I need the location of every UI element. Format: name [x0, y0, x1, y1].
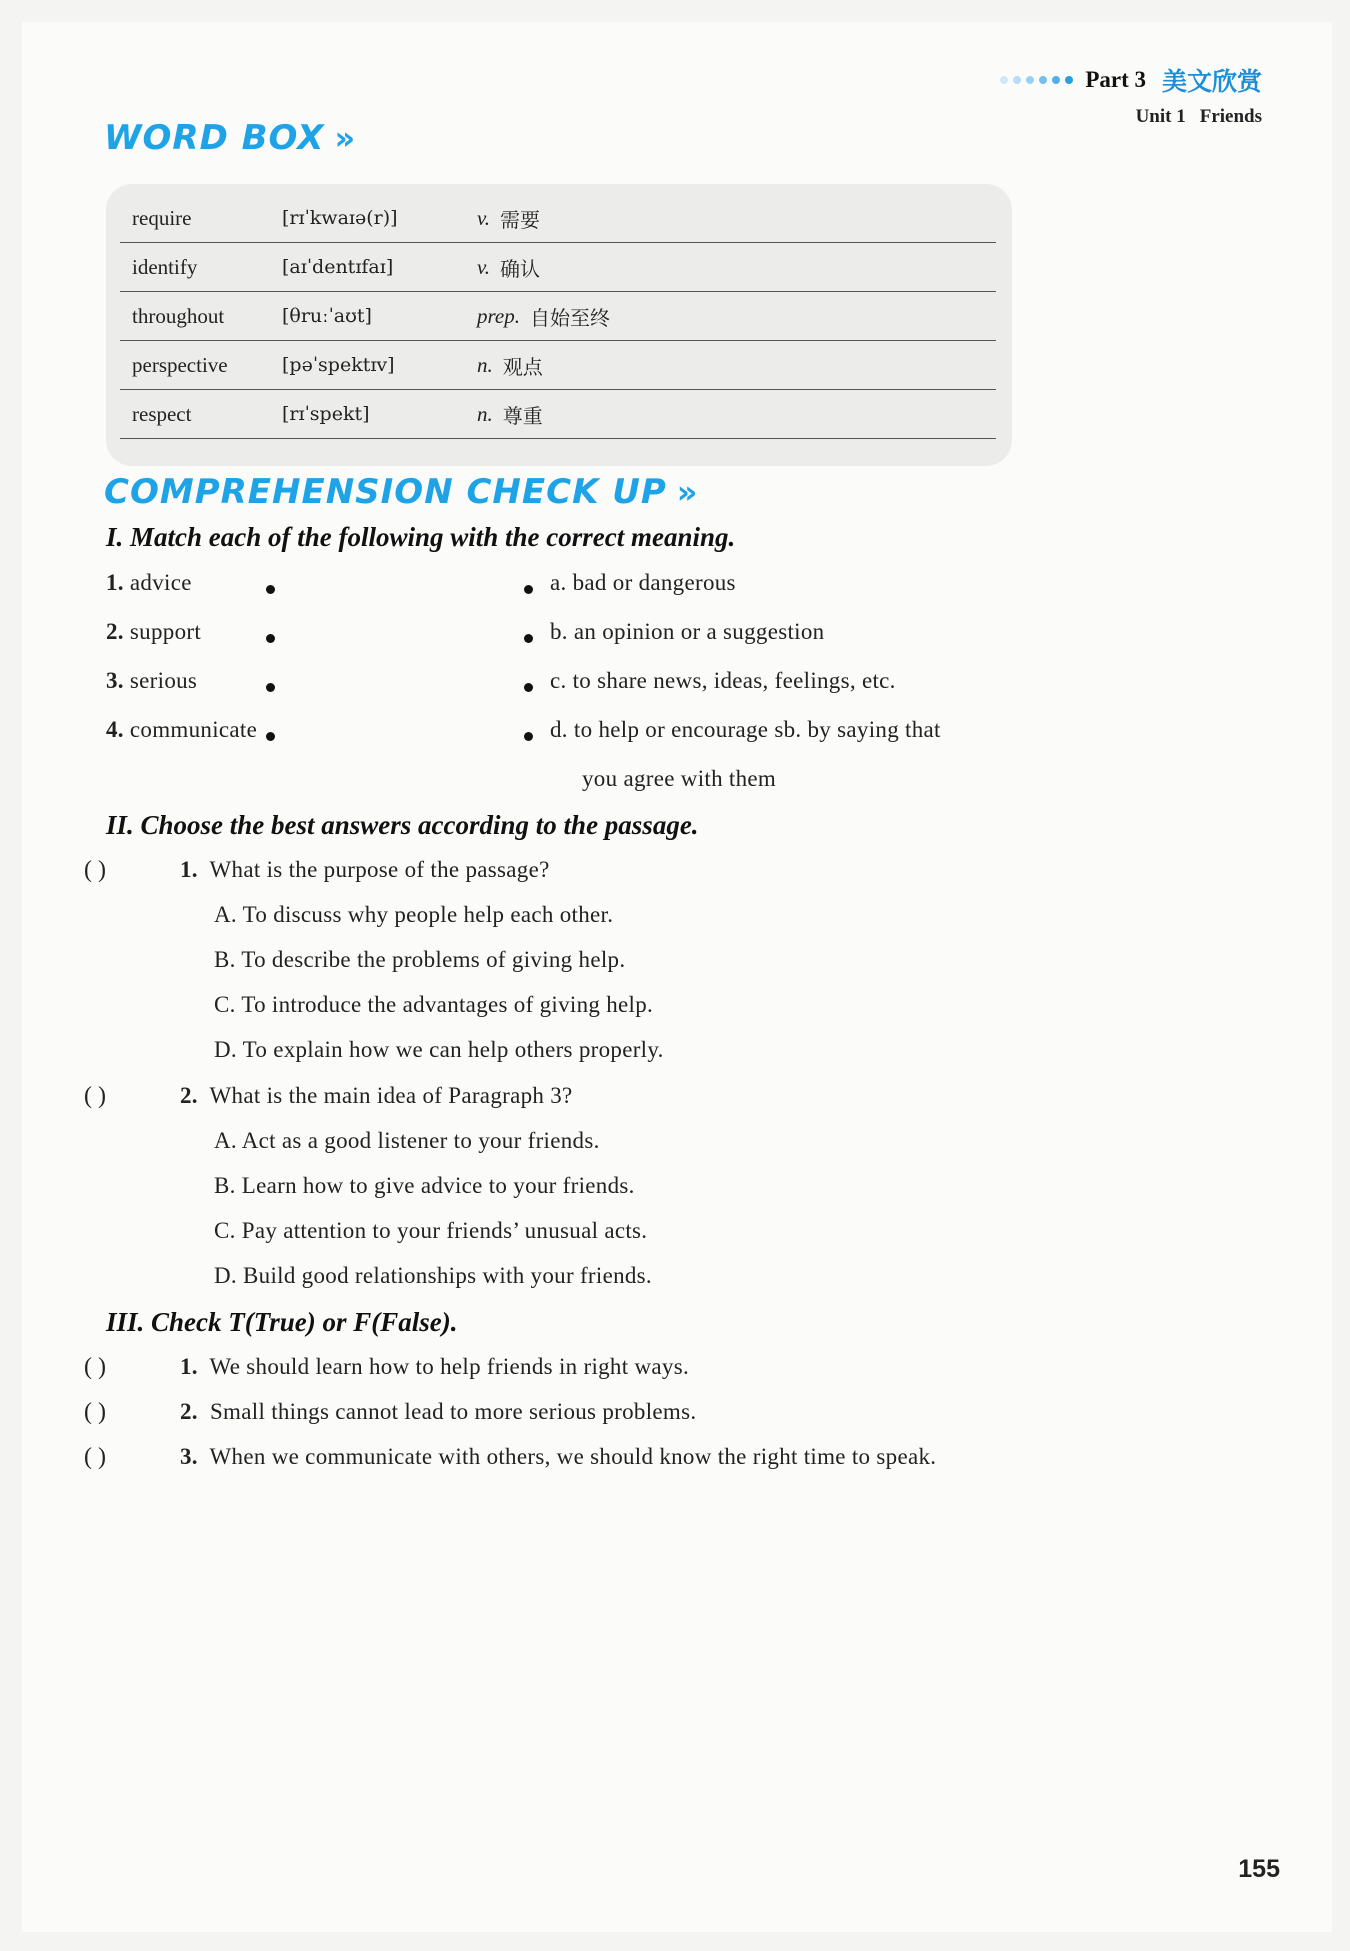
statement-number: 2. [180, 1399, 198, 1424]
match-left-item [106, 619, 201, 645]
entry-meaning: 确认 [500, 256, 541, 281]
tf-statement [180, 1399, 696, 1425]
question-number: 1. [180, 857, 198, 882]
item-number: 4. [106, 717, 124, 742]
match-right-item: b. an opinion or a suggestion [550, 619, 825, 644]
dot [1052, 76, 1060, 84]
word-box [106, 184, 1012, 466]
question-number: 2. [180, 1083, 198, 1108]
part2-instruction: II. Choose the best answers according to the passage. [106, 810, 699, 840]
question-text: What is the purpose of the passage? [209, 857, 550, 882]
question-text: What is the main idea of Paragraph 3? [209, 1083, 573, 1108]
answer-option: C. To introduce the advantages of giving help. [214, 992, 654, 1017]
entry-pos: v. [477, 254, 491, 279]
match-dot-left[interactable] [266, 585, 275, 594]
dot [1013, 76, 1021, 84]
item-text: advice [129, 570, 192, 595]
tf-statement [180, 1354, 689, 1380]
entry-pos: prep. [477, 303, 520, 328]
entry-meaning: 观点 [502, 354, 543, 379]
entry-phonetic: [aɪˈdentɪfaɪ] [282, 256, 394, 278]
match-dot-right[interactable] [524, 585, 533, 594]
answer-option: B. Learn how to give advice to your friends. [214, 1173, 635, 1198]
entry-word: require [132, 205, 192, 230]
answer-blank[interactable]: ( ) [84, 1354, 106, 1380]
match-dot-right[interactable] [524, 732, 533, 741]
answer-blank[interactable]: ( ) [84, 1083, 106, 1109]
part-title-cn: 美文欣赏 [1161, 67, 1262, 96]
match-right-item: d. to help or encourage sb. by saying that [550, 717, 941, 742]
match-left-item [106, 717, 257, 743]
statement-number: 1. [180, 1354, 198, 1379]
match-dot-left[interactable] [266, 732, 275, 741]
entry-pos: v. [477, 205, 491, 230]
statement-text: Small things cannot lead to more serious problems. [209, 1399, 697, 1424]
item-number: 2. [106, 619, 124, 644]
comprehension-heading [104, 472, 698, 512]
entry-word: perspective [132, 352, 228, 377]
word-box-heading [104, 118, 356, 158]
answer-option: A. To discuss why people help each other. [214, 902, 614, 927]
entry-phonetic: [rɪˈspekt] [282, 403, 370, 425]
word-entry [120, 341, 996, 390]
entry-phonetic: [pəˈspektɪv] [282, 354, 395, 376]
match-left-item [106, 570, 192, 596]
entry-phonetic: [rɪˈkwaɪə(r)] [282, 207, 398, 229]
unit-label [1000, 106, 1262, 128]
entry-word: identify [132, 254, 198, 279]
word-box-title: WORD BOX [104, 118, 325, 158]
entry-word: respect [132, 401, 192, 426]
dot [1065, 76, 1073, 84]
answer-option: D. Build good relationships with your friends. [214, 1263, 652, 1288]
match-right-item: c. to share news, ideas, feelings, etc. [550, 668, 896, 693]
item-text: communicate [129, 717, 258, 742]
question [180, 857, 550, 883]
dot [1039, 76, 1047, 84]
part3-instruction: III. Check T(True) or F(False). [106, 1307, 458, 1337]
answer-option: B. To describe the problems of giving help. [214, 947, 626, 972]
item-number: 3. [106, 668, 124, 693]
question [180, 1083, 573, 1109]
item-text: serious [129, 668, 198, 693]
entry-meaning: 需要 [500, 207, 541, 232]
match-right-continuation: you agree with them [582, 766, 777, 791]
word-entry [120, 390, 996, 439]
entry-meaning: 尊重 [502, 403, 543, 428]
word-entry [120, 292, 996, 341]
decorative-dots [1000, 76, 1073, 84]
unit-title: Friends [1199, 106, 1262, 127]
statement-text: We should learn how to help friends in right ways. [209, 1354, 689, 1379]
entry-word: throughout [132, 303, 225, 328]
word-entry [120, 243, 996, 292]
answer-blank[interactable]: ( ) [84, 857, 106, 883]
match-dot-left[interactable] [266, 634, 275, 643]
answer-option: C. Pay attention to your friends’ unusual acts. [214, 1218, 648, 1243]
statement-text: When we communicate with others, we should know the right time to speak. [209, 1444, 937, 1469]
entry-pos: n. [477, 401, 493, 426]
tf-statement [180, 1444, 936, 1470]
dot [1026, 76, 1034, 84]
running-header [1000, 62, 1262, 128]
statement-number: 3. [180, 1444, 198, 1469]
answer-blank[interactable]: ( ) [84, 1444, 106, 1470]
comprehension-title: COMPREHENSION CHECK UP [104, 472, 667, 512]
item-text: support [129, 619, 202, 644]
match-dot-left[interactable] [266, 683, 275, 692]
entry-meaning: 自始至终 [529, 305, 610, 330]
match-left-item [106, 668, 197, 694]
part-label: Part 3 [1085, 67, 1146, 92]
dot [1000, 76, 1008, 84]
entry-phonetic: [θruːˈaʊt] [282, 305, 372, 327]
answer-option: D. To explain how we can help others properly. [214, 1037, 664, 1062]
textbook-page [22, 22, 1332, 1932]
answer-option: A. Act as a good listener to your friends. [214, 1128, 600, 1153]
part1-instruction: I. Match each of the following with the correct meaning. [106, 522, 736, 552]
double-chevron-icon: » [676, 473, 699, 511]
match-dot-right[interactable] [524, 683, 533, 692]
word-entry [120, 194, 996, 243]
match-right-item: a. bad or dangerous [550, 570, 736, 595]
page-number: 155 [1238, 1855, 1280, 1883]
unit-number: Unit 1 [1135, 106, 1186, 127]
match-dot-right[interactable] [524, 634, 533, 643]
double-chevron-icon: » [334, 119, 357, 157]
item-number: 1. [106, 570, 124, 595]
entry-pos: n. [477, 352, 493, 377]
answer-blank[interactable]: ( ) [84, 1399, 106, 1425]
